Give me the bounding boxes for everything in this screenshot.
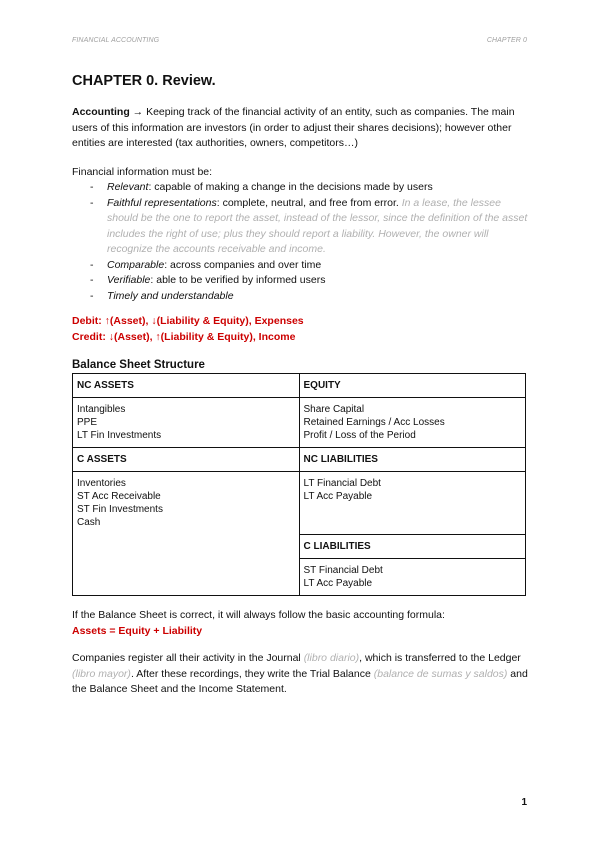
accounting-formula: Assets = Equity + Liability xyxy=(72,624,203,637)
journal-text: Companies register all their activity in the Journal xyxy=(72,652,304,664)
item-term: Comparable xyxy=(107,258,165,271)
table-cell-line: LT Acc Payable xyxy=(303,491,373,502)
nc-liabilities-cell xyxy=(299,472,526,535)
balance-sheet-title: Balance Sheet Structure xyxy=(72,359,205,371)
c-liabilities-cell xyxy=(299,559,526,596)
item-text: : across companies and over time xyxy=(164,258,322,271)
balance-sheet-table xyxy=(72,373,526,596)
journal-paragraph xyxy=(72,651,528,698)
nc-assets-cell xyxy=(73,398,300,448)
nc-assets-header: NC ASSETS xyxy=(73,374,300,398)
item-term: Timely and understandable xyxy=(107,289,234,302)
ledger-translation: (libro mayor) xyxy=(72,667,131,680)
trial-balance-translation: (balance de sumas y saldos) xyxy=(373,667,508,680)
c-assets-header: C ASSETS xyxy=(73,448,300,472)
accounting-term: Accounting xyxy=(72,106,130,118)
table-cell-line: ST Fin Investments xyxy=(77,504,163,515)
accounting-arrow: → xyxy=(129,106,147,118)
debit-rule: Debit: ↑(Asset), ↓(Liability & Equity), Expenses xyxy=(72,315,304,327)
table-cell-line: ST Acc Receivable xyxy=(77,491,161,502)
list-item xyxy=(90,196,528,258)
item-text: : complete, neutral, and free from error. xyxy=(216,196,402,209)
equity-header: EQUITY xyxy=(299,374,526,398)
c-assets-cell xyxy=(73,472,300,596)
c-liabilities-header: C LIABILITIES xyxy=(299,535,526,559)
table-cell-line: LT Financial Debt xyxy=(303,478,381,489)
list-item xyxy=(90,258,528,274)
item-note: In a lease, the lessee should be the one to report the asset, instead of the lessor, since the definition of the asset includes the right of use; plus they should report a liability. However, the owner will recognize the accounts receivable and income. xyxy=(107,196,528,255)
equity-cell xyxy=(299,398,526,448)
item-term: Verifiable xyxy=(107,274,151,286)
journal-text: and the Balance Sheet and the Income Statement. xyxy=(72,667,528,695)
table-cell-line: ST Financial Debt xyxy=(303,565,383,576)
list-item xyxy=(90,289,528,305)
table-cell-line: Intangibles xyxy=(77,404,126,415)
accounting-definition xyxy=(72,105,528,152)
item-text: : able to be verified by informed users xyxy=(150,274,326,286)
item-text: : capable of making a change in the decisions made by users xyxy=(148,181,433,193)
table-cell-line: PPE xyxy=(77,417,98,428)
table-cell-line: Share Capital xyxy=(303,404,365,415)
table-cell-line: LT Fin Investments xyxy=(77,430,162,441)
item-term: Relevant xyxy=(107,181,149,193)
list-item xyxy=(90,180,528,196)
debit-credit-rules xyxy=(72,314,528,345)
financial-info-list xyxy=(72,180,528,304)
credit-rule: Credit: ↓(Asset), ↑(Liability & Equity), Income xyxy=(72,330,296,343)
table-cell-line: Inventories xyxy=(77,478,126,489)
item-term: Faithful representations xyxy=(107,196,217,209)
running-header-right: CHAPTER 0 xyxy=(486,37,527,44)
table-cell-line: Cash xyxy=(77,517,101,528)
document-body xyxy=(72,72,528,698)
chapter-title: CHAPTER 0. Review. xyxy=(72,73,216,89)
running-header-left: FINANCIAL ACCOUNTING xyxy=(72,37,160,44)
list-item xyxy=(90,273,528,289)
accounting-text: Keeping track of the financial activity of an entity, such as companies. The main users of this information are investors (in order to adjust their shares decisions); however other entities are interested (tax authorities, owners, competitors…) xyxy=(72,106,515,149)
formula-intro: If the Balance Sheet is correct, it will always follow the basic accounting formula: xyxy=(72,609,445,621)
financial-info-intro: Financial information must be: xyxy=(72,165,213,178)
page-number: 1 xyxy=(521,797,527,808)
table-cell-line: Profit / Loss of the Period xyxy=(303,430,416,441)
journal-translation: (libro diario) xyxy=(303,652,360,664)
table-cell-line: Retained Earnings / Acc Losses xyxy=(303,417,445,428)
journal-text: , which is transferred to the Ledger xyxy=(359,652,521,664)
nc-liabilities-header: NC LIABILITIES xyxy=(299,448,526,472)
table-cell-line: LT Acc Payable xyxy=(303,578,373,589)
journal-text: . After these recordings, they write the Trial Balance xyxy=(130,667,374,680)
